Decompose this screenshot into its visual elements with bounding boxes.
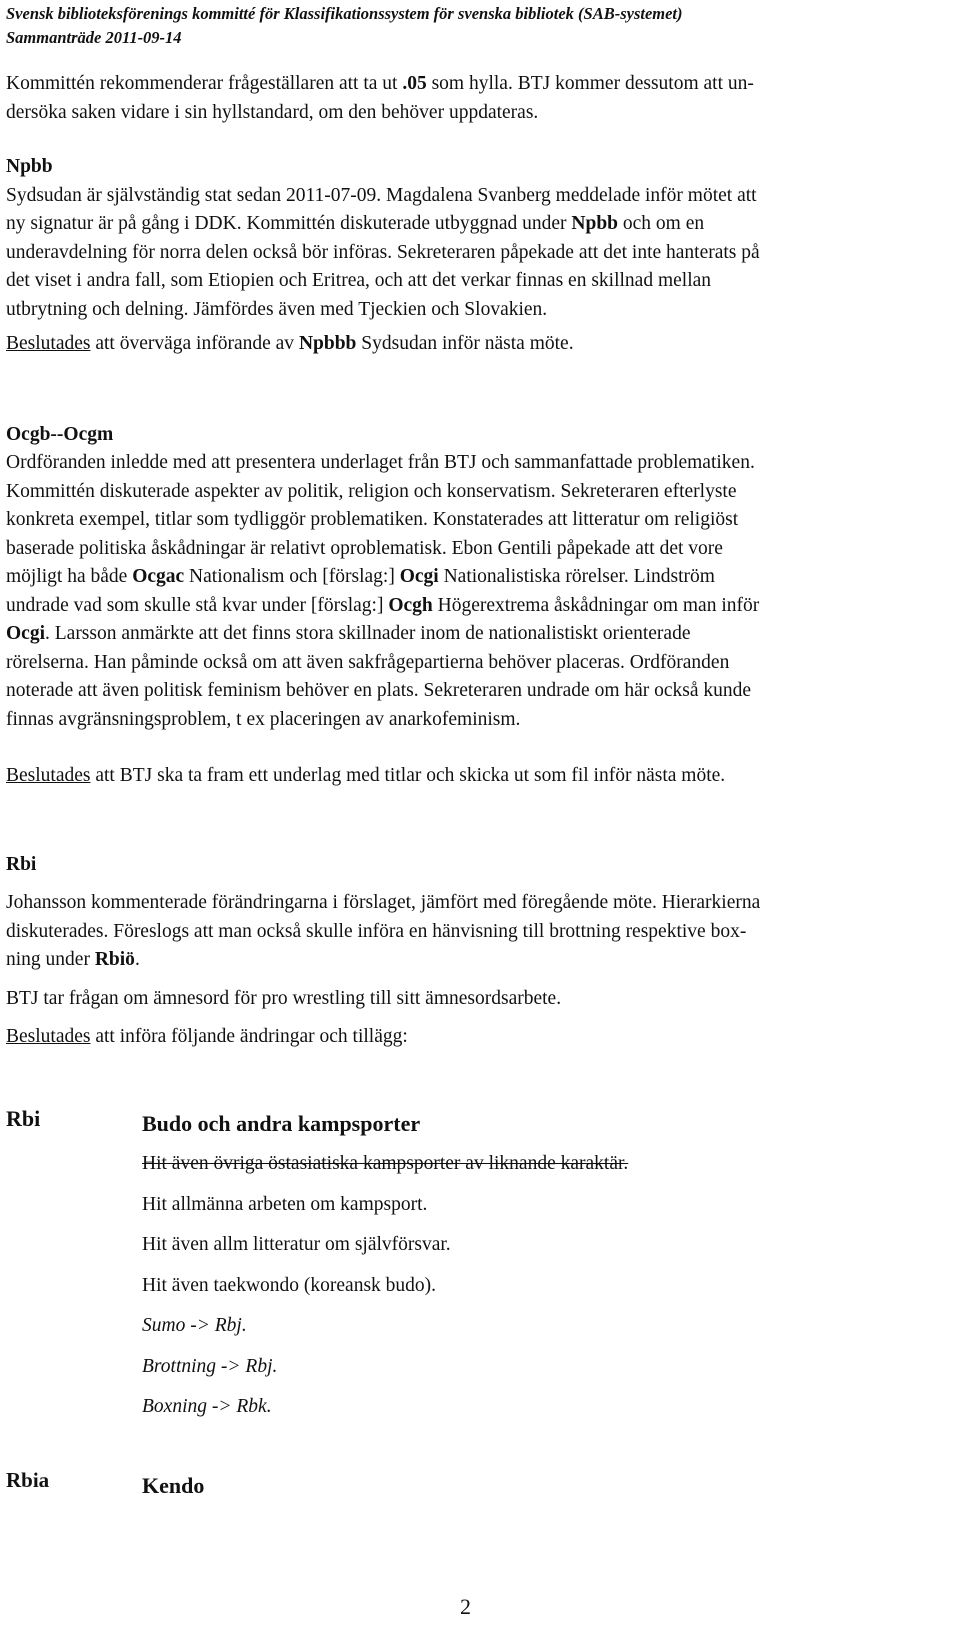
entry-note: Hit allmänna arbeten om kampsport. <box>142 1193 428 1215</box>
ocgb-code: Ocgac <box>132 566 185 587</box>
npbb-text: och om en <box>618 213 705 234</box>
section-heading-npbb: Npbb <box>6 156 53 177</box>
entry-body <box>142 1104 922 1428</box>
ocgb-text: Högerextrema åskådningar om man inför <box>432 594 760 616</box>
rbi-line: Johansson kommenterade förändringarna i förslaget, jämfört med föregående möte. Hierarkierna <box>6 892 761 913</box>
ocgb-line: noterade att även politisk feminism behöver en plats. Sekreteraren undrade om här också kunde <box>6 680 752 701</box>
ocgb-text: undrade vad som skulle stå kvar under [förslag:] <box>6 594 389 616</box>
rbi-line <box>6 946 928 975</box>
entry-note: Hit även allm litteratur om självförsvar. <box>142 1234 451 1255</box>
ocgb-text: Nationalistiska rörelser. Lindström <box>438 566 715 587</box>
npbb-line: det viset i andra fall, som Etiopien och Eritrea, och att det verkar finnas en skillnad mellan <box>6 270 712 291</box>
decision-text: att överväga införande av <box>90 333 299 354</box>
ocgb-text: Nationalism och [förslag:] <box>184 566 400 587</box>
entry-title: Kendo <box>142 1473 205 1498</box>
intro-line-2: dersöka saken vidare i sin hyllstandard, om den behöver uppdateras. <box>6 101 539 123</box>
entry-struck-note: Hit även övriga östasiatiska kampsporter av liknande karaktär. <box>142 1153 629 1174</box>
ocgb-code: Ocgi <box>6 623 45 644</box>
ocgb-text: . Larsson anmärkte att det finns stora skillnader inom de nationalistiskt orienterade <box>45 623 691 644</box>
ocgb-line: rörelserna. Han påminde också om att även sakfrågepartierna behöver placeras. Ordföranden <box>6 651 730 673</box>
rbi-text: . <box>134 949 140 970</box>
decision-label: Beslutades <box>6 765 91 786</box>
section-heading-rbi: Rbi <box>6 853 37 875</box>
entry-body <box>142 1466 922 1506</box>
ocgb-line: Ordföranden inledde med att presentera underlaget från BTJ och sammanfattade problematiken. <box>6 452 755 473</box>
section-heading-ocgb-ocgm: Ocgb--Ocgm <box>6 423 114 445</box>
entry-reference: Boxning -> Rbk. <box>142 1396 272 1417</box>
ocgb-line: konkreta exempel, titlar som tydliggör problematiken. Konstaterades att litteratur om religiöst <box>6 509 739 530</box>
ocgb-text: möjligt ha både <box>6 566 133 587</box>
intro-code: .05 <box>402 73 427 94</box>
ocgb-line <box>6 620 928 649</box>
ocgb-line <box>6 563 928 592</box>
header-meeting-date: Sammanträde 2011-09-14 <box>6 28 182 47</box>
decision-label: Beslutades <box>6 333 91 354</box>
entry-title: Budo och andra kampsporter <box>142 1111 421 1136</box>
rbi-text: ning under <box>6 949 95 970</box>
header-committee: Svensk biblioteksförenings kommitté för Klassifikationssystem för svenska bibliotek (SAB-systemet) <box>6 4 683 23</box>
ocgb-line: baserade politiska åskådningar är relativt oproblematisk. Ebon Gentili påpekade att det vore <box>6 537 723 559</box>
ocgb-line: Kommittén diskuterade aspekter av politik, religion och konservatism. Sekreteraren efterlyste <box>6 480 737 502</box>
npbb-line <box>6 210 928 239</box>
rbi-code: Rbiö <box>94 949 135 970</box>
entry-code: Rbi <box>6 1106 41 1131</box>
npbb-line: Sydsudan är självständig stat sedan 2011-07-09. Magdalena Svanberg meddelade inför mötet att <box>6 184 757 206</box>
entry-note: Hit även taekwondo (koreansk budo). <box>142 1274 437 1296</box>
page-number: 2 <box>460 1594 471 1619</box>
ocgb-line: finnas avgränsningsproblem, t ex placeringen av anarkofeminism. <box>6 708 521 730</box>
npbb-line: underavdelning för norra delen också bör införas. Sekreteraren påpekade att det inte hanterats på <box>6 241 760 263</box>
page-header <box>6 2 683 50</box>
ocgb-decision <box>6 762 928 791</box>
intro-line-1 <box>6 70 928 99</box>
rbi-decision <box>6 1023 928 1052</box>
npbb-line: utbrytning och delning. Jämfördes även med Tjeckien och Slovakien. <box>6 298 548 320</box>
decision-code: Npbbb <box>298 333 357 354</box>
entry-code: Rbia <box>6 1468 50 1492</box>
intro-text: som hylla. BTJ kommer dessutom att un- <box>426 73 754 94</box>
ocgb-code: Ocgh <box>388 594 433 616</box>
intro-text: Kommittén rekommenderar frågeställaren att ta ut <box>6 73 403 94</box>
decision-text: Sydsudan inför nästa möte. <box>356 333 574 354</box>
npbb-text: ny signatur är på gång i DDK. Kommittén diskuterade utbyggnad under <box>6 213 572 234</box>
decision-text: att införa följande ändringar och tillägg: <box>90 1026 408 1047</box>
entry-reference: Sumo -> Rbj. <box>142 1315 247 1336</box>
npbb-code: Npbb <box>571 213 619 234</box>
entry-reference: Brottning -> Rbj. <box>142 1355 278 1377</box>
ocgb-line <box>6 592 928 621</box>
decision-text: att BTJ ska ta fram ett underlag med titlar och skicka ut som fil inför nästa möte. <box>90 765 726 786</box>
minutes-body <box>6 70 928 1052</box>
rbi-paragraph-2: BTJ tar frågan om ämnesord för pro wrestling till sitt ämnesordsarbete. <box>6 987 562 1009</box>
npbb-decision <box>6 330 928 359</box>
decision-label: Beslutades <box>6 1026 91 1047</box>
rbi-line: diskuterades. Föreslogs att man också skulle införa en hänvisning till brottning respektive box- <box>6 920 747 942</box>
ocgb-code: Ocgi <box>399 566 439 587</box>
